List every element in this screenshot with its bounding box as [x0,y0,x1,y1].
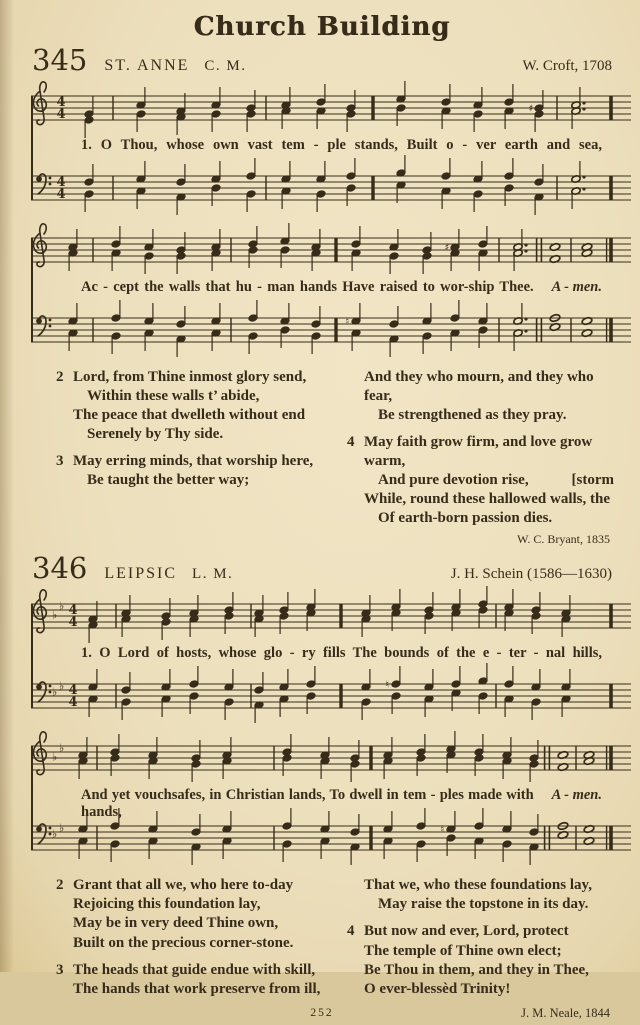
svg-text:♭: ♭ [59,679,65,693]
svg-text:♮: ♮ [385,679,390,691]
verse-line: The hands that work preserve from ill, [73,980,321,997]
verses-346 [56,876,614,1006]
verse-3-continued [347,368,614,425]
music-system-346-2 [31,728,614,867]
svg-text:4: 4 [56,187,66,203]
verse-line: Rejoicing this foundation lay, [73,896,261,913]
verse-3 [56,452,323,490]
verse-line: Be Thou in them, and they in Thee, [364,961,589,978]
verses-346-right [347,876,614,1006]
hymn-345-header [32,43,612,77]
lyric-line-345-1 [81,137,602,158]
treble-staff-346-1 [31,586,631,645]
verse-line: May raise the topstone in its day. [378,896,589,913]
verse-line [364,471,614,490]
verse-line: Of earth-born passion dies. [378,510,553,527]
verse-number [347,876,364,914]
hymn-number: 345 [32,43,88,77]
verse-line: Be taught the better way; [87,472,250,489]
music-system-345-2 [31,220,614,359]
svg-text:4: 4 [68,683,78,699]
verse-line: Lord, from Thine inmost glory send, [73,369,307,385]
hymn-346 [30,551,614,1006]
author-attribution-346: J. M. Neale, 1844 [521,1005,610,1020]
verses-346-left [56,876,323,1006]
lyric-line-345-2 [81,279,602,300]
verse-2 [56,876,323,952]
svg-text:4: 4 [56,95,66,111]
svg-text:♭: ♭ [59,821,65,835]
verse-number: 3 [56,453,64,470]
bass-staff-345-2 [31,300,631,359]
svg-text:♯: ♯ [528,103,534,115]
hymn-number: 346 [32,551,88,586]
verse-line: Be strengthened as they pray. [378,407,567,424]
composer: W. Croft, 1708 [522,58,612,74]
verse-2 [56,368,323,444]
verse-number: 4 [347,923,355,940]
amen-text: A - men. [551,279,602,295]
lyric-text: Ac - cept the walls that hu - man hands Have raised to wor-ship Thee. [81,279,534,295]
svg-text:♭: ♭ [52,827,58,841]
verse-line: May be in very deed Thine own, [73,915,279,932]
system-brace [31,96,33,199]
svg-text:♭: ♭ [52,750,58,764]
music-system-346-1 [31,586,614,725]
treble-staff-345-1 [31,78,631,137]
verse-line: Within these walls t’ abide, [87,388,260,405]
tune-name: LEIPSIC [104,565,178,583]
treble-staff-345-2 [31,220,631,279]
verse-number: 4 [347,434,355,451]
lyric-text: And yet vouchsafes, in Christian lands, To dwell in tem - ples made with hands, [81,787,534,821]
verse-line: Serenely by Thy side. [87,426,224,443]
amen-text: A - men. [551,787,602,804]
verse-line-text: And pure devotion rise, [378,472,529,489]
verse-3-continued [347,876,614,914]
svg-text:4: 4 [56,107,66,123]
verse-line: The temple of Thine own elect; [364,942,562,959]
system-brace [31,604,33,707]
verse-3 [56,961,323,999]
svg-text:♭: ♭ [52,608,58,622]
svg-text:♯: ♯ [444,242,450,254]
svg-text:♮: ♮ [440,824,445,836]
verse-4 [347,433,614,528]
hymn-346-header [32,551,612,586]
verse-number: 2 [56,369,64,385]
meter: C. M. [204,58,247,74]
page-number: 252 [310,1006,334,1019]
lyric-line-346-2 [81,787,602,821]
lyric-text: 1. O Thou, whose own vast tem - ple stands, Built o - ver earth and sea, [81,137,602,153]
verse-line: May erring minds, that worship here, [73,453,314,470]
verses-345 [56,368,614,547]
svg-text:4: 4 [68,615,78,631]
verses-345-right [347,368,614,547]
page-footer [30,1007,614,1025]
verse-number: 3 [56,961,64,978]
svg-text:♮: ♮ [345,316,350,328]
meter: L. M. [192,566,234,583]
bass-staff-346-1 [31,666,631,725]
svg-text:♭: ♭ [59,741,65,755]
music-system-345-1 [31,78,614,217]
svg-text:♭: ♭ [59,599,65,613]
verse-line: But now and ever, Lord, protect [364,923,569,940]
composer: J. H. Schein (1586—1630) [450,566,612,583]
verse-line: While, round these hallowed walls, the [364,491,610,508]
verse-line: Built on the precious corner-stone. [73,934,294,951]
verses-345-left [56,368,323,547]
treble-staff-346-2 [31,728,631,787]
hymn-345 [30,43,614,547]
section-title: Church Building [193,12,451,42]
svg-text:4: 4 [68,695,78,711]
verse-line: The peace that dwelleth without end [73,407,306,424]
verse-line: And they who mourn, and they who fear, [364,369,594,405]
bass-staff-345-1 [31,158,631,217]
svg-text:4: 4 [68,603,78,619]
verse-line: That we, who these foundations lay, [364,877,592,894]
verse-number [347,368,364,425]
svg-text:♭: ♭ [52,685,58,699]
system-brace [31,746,33,849]
lyric-text: 1. O Lord of hosts, whose glo - ry fills The bounds of the e - ter - nal hills, [81,645,602,662]
verse-line: The heads that guide endue with skill, [73,961,316,978]
svg-text:4: 4 [56,175,66,191]
lyric-line-346-1 [81,645,602,666]
verse-number: 2 [56,877,64,894]
verse-4 [347,922,614,998]
verse-line: Grant that all we, who here to-day [73,877,294,894]
author-attribution-345: W. C. Bryant, 1835 [517,532,610,547]
verse-line: O ever-blessèd Trinity! [364,980,511,997]
catchword: [storm [571,472,614,489]
system-brace [31,238,33,341]
tune-name: ST. ANNE [104,57,190,74]
verse-line: May faith grow firm, and love grow warm, [364,434,593,470]
